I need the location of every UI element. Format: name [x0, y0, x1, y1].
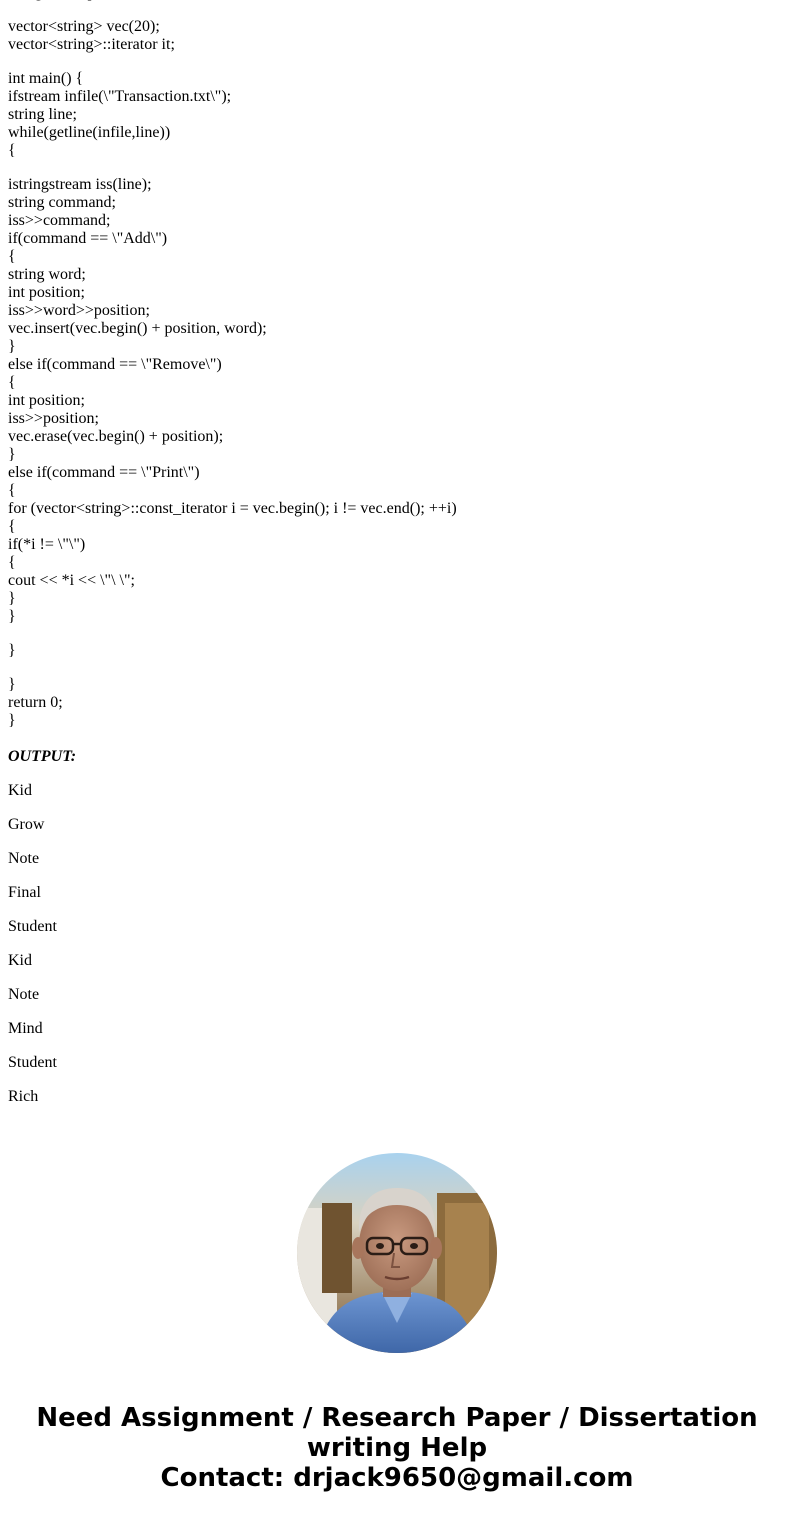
author-avatar: [297, 1153, 497, 1353]
code-line: iss>>command;: [8, 212, 111, 229]
code-line: ifstream infile(\"Transaction.txt\");: [8, 88, 232, 105]
code-line: }: [8, 338, 16, 355]
code-line: }: [8, 712, 16, 729]
output-item: Final: [8, 884, 41, 901]
output-item: Note: [8, 986, 40, 1003]
output-item: Student: [8, 1054, 57, 1071]
code-line: int main() {: [8, 70, 84, 87]
code-line: istringstream iss(line);: [8, 176, 152, 193]
code-line: iss>>word>>position;: [8, 302, 150, 319]
code-line: if(*i != \"\"): [8, 536, 86, 553]
code-line: while(getline(infile,line)): [8, 124, 171, 141]
code-line: {: [8, 554, 16, 571]
code-line: else if(command == \"Print\"): [8, 464, 200, 481]
code-line: }: [8, 676, 16, 693]
code-line: }: [8, 642, 16, 659]
output-item: Mind: [8, 1020, 43, 1037]
promo-contact: Contact: drjack9650@gmail.com: [160, 1463, 634, 1493]
promo-line-2: writing Help: [306, 1433, 488, 1463]
code-line: else if(command == \"Remove\"): [8, 356, 222, 373]
portrait-image: [297, 1153, 497, 1353]
output-heading: OUTPUT:: [8, 748, 77, 765]
code-line: if(command == \"Add\"): [8, 230, 168, 247]
code-line: for (vector<string>::const_iterator i = vec.begin(); i != vec.end(); ++i): [8, 500, 457, 517]
code-blank-line: [8, 160, 457, 176]
code-line: {: [8, 518, 16, 535]
code-line: vector<string> vec(20);: [8, 18, 160, 35]
code-line: {: [8, 248, 16, 265]
code-line: string word;: [8, 266, 86, 283]
output-item: Rich: [8, 1088, 39, 1105]
code-line: iss>>position;: [8, 410, 99, 427]
code-line: vector<string>::iterator it;: [8, 36, 175, 53]
code-line: return 0;: [8, 694, 63, 711]
code-line: int position;: [8, 392, 85, 409]
code-line: int position;: [8, 284, 85, 301]
code-line: }: [8, 608, 16, 625]
code-line: string line;: [8, 106, 77, 123]
output-list: [8, 782, 57, 1122]
code-line: string command;: [8, 194, 116, 211]
code-line: vec.erase(vec.begin() + position);: [8, 428, 224, 445]
code-line: vec.insert(vec.begin() + position, word);: [8, 320, 267, 337]
code-line: }: [8, 446, 16, 463]
code-line: }: [8, 590, 16, 607]
code-line: {: [8, 374, 16, 391]
output-item: Kid: [8, 952, 32, 969]
output-item: Student: [8, 918, 57, 935]
code-blank-line: [8, 660, 457, 676]
code-blank-line: [8, 54, 457, 70]
output-item: Kid: [8, 782, 32, 799]
promo-line-1: Need Assignment / Research Paper / Dissertation: [36, 1403, 758, 1433]
code-line: {: [8, 142, 16, 159]
code-listing: [8, 0, 457, 730]
code-blank-line: [8, 2, 457, 18]
output-item: Grow: [8, 816, 45, 833]
promo-banner: [0, 1403, 794, 1493]
code-line: {: [8, 482, 16, 499]
code-line: cout << *i << \"\ \";: [8, 572, 135, 589]
code-blank-line: [8, 626, 457, 642]
output-item: Note: [8, 850, 40, 867]
